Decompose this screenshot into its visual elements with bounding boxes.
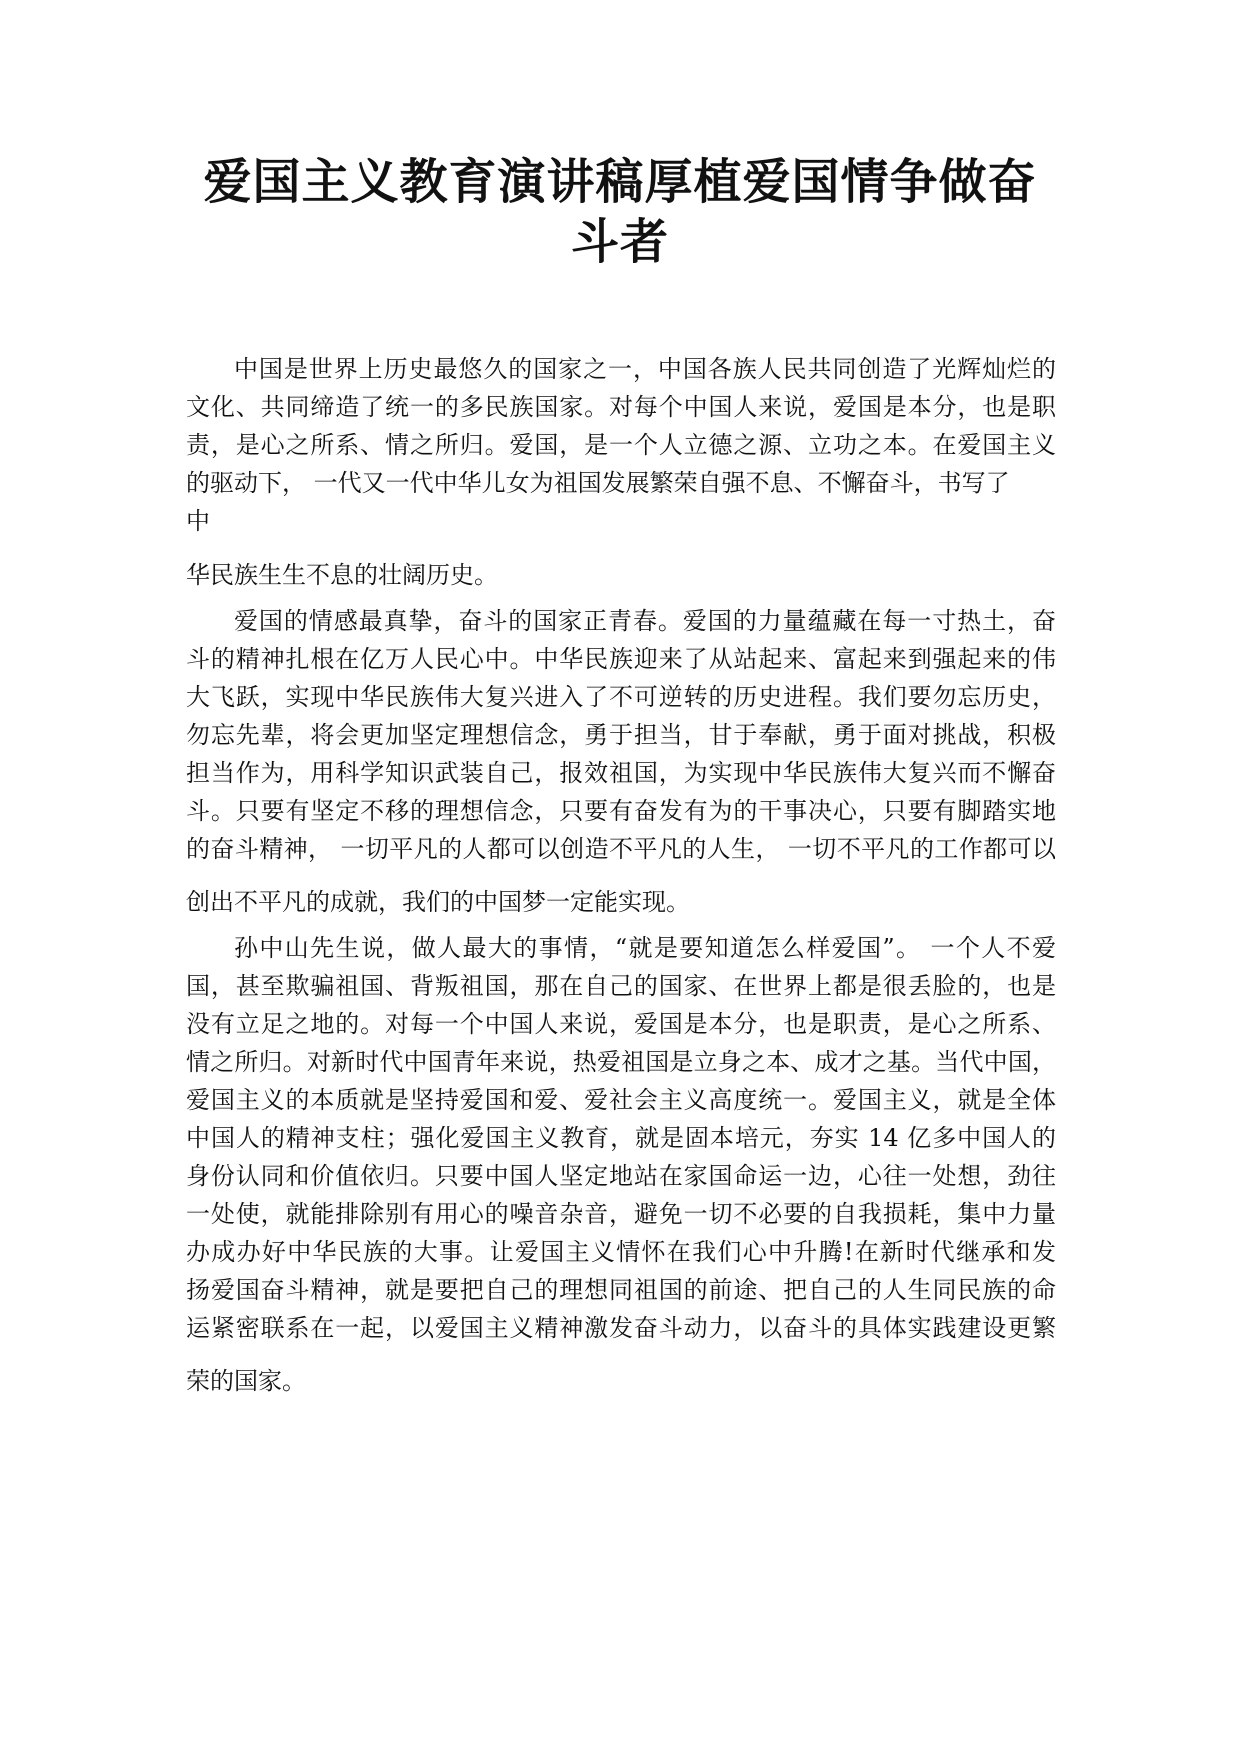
text-line: 创出不平凡的成就，我们的中国梦一定能实现。 [186, 888, 690, 916]
text-line: 运紧密联系在一起，以爱国主义精神激发奋斗动力，以奋斗的具体实践建设更繁 [186, 1314, 1056, 1342]
text-line: 孙中山先生说，做人最大的事情，“就是要知道怎么样爱国”。 一个人不爱 [234, 934, 1056, 962]
text-line: 荣的国家。 [186, 1367, 306, 1395]
text-line: 文化、共同缔造了统一的多民族国家。对每个中国人来说，爱国是本分，也是职 [186, 393, 1056, 421]
text-line: 一处使，就能排除别有用心的噪音杂音，避免一切不必要的自我损耗，集中力量 [186, 1200, 1056, 1228]
text-line: 爱国主义的本质就是坚持爱国和爱、爱社会主义高度统一。爱国主义，就是全体 [186, 1086, 1056, 1114]
paragraph-1-continuation [186, 556, 1056, 594]
text-line: 身份认同和价值依归。只要中国人坚定地站在家国命运一边，心往一处想，劲往 [186, 1162, 1056, 1190]
paragraph-3-continuation [186, 1362, 1056, 1400]
text-line: 的驱动下， 一代又一代中华儿女为祖国发展繁荣自强不息、不懈奋斗，书写了 [186, 469, 1010, 497]
document-title: 爱国主义教育演讲稿厚植爱国情争做奋斗者 [203, 154, 1037, 270]
text-line: 大飞跃，实现中华民族伟大复兴进入了不可逆转的历史进程。我们要勿忘历史， [186, 683, 1056, 711]
text-line: 斗的精神扎根在亿万人民心中。中华民族迎来了从站起来、富起来到强起来的伟 [186, 645, 1056, 673]
paragraph-2 [186, 602, 1056, 868]
text-line: 责，是心之所系、情之所归。爱国，是一个人立德之源、立功之本。在爱国主义 [186, 431, 1056, 459]
text-line: 勿忘先辈，将会更加坚定理想信念，勇于担当，甘于奉献，勇于面对挑战，积极 [186, 721, 1056, 749]
text-line: 中国是世界上历史最悠久的国家之一，中国各族人民共同创造了光辉灿烂的 [234, 355, 1056, 383]
text-line: 没有立足之地的。对每一个中国人来说，爱国是本分，也是职责，是心之所系、 [186, 1010, 1056, 1038]
text-line: 华民族生生不息的壮阔历史。 [186, 561, 498, 589]
paragraph-2-continuation [186, 883, 1056, 921]
text-line: 国，甚至欺骗祖国、背叛祖国，那在自己的国家、在世界上都是很丢脸的，也是 [186, 972, 1056, 1000]
text-line: 办成办好中华民族的大事。让爱国主义情怀在我们心中升腾!在新时代继承和发 [186, 1238, 1056, 1266]
text-line: 担当作为，用科学知识武装自己，报效祖国，为实现中华民族伟大复兴而不懈奋 [186, 759, 1056, 787]
text-line: 的奋斗精神， 一切平凡的人都可以创造不平凡的人生， 一切不平凡的工作都可以 [186, 835, 1056, 863]
text-line: 斗。只要有坚定不移的理想信念，只要有奋发有为的干事决心，只要有脚踏实地 [186, 797, 1056, 825]
text-line: 爱国的情感最真挚，奋斗的国家正青春。爱国的力量蕴藏在每一寸热土，奋 [234, 607, 1056, 635]
text-line: 中 [186, 507, 210, 535]
paragraph-3 [186, 929, 1056, 1347]
paragraph-1 [186, 350, 1056, 540]
text-line: 中国人的精神支柱；强化爱国主义教育，就是固本培元，夯实 14 亿多中国人的 [186, 1124, 1056, 1152]
text-line: 情之所归。对新时代中国青年来说，热爱祖国是立身之本、成才之基。当代中国， [186, 1048, 1056, 1076]
text-line: 扬爱国奋斗精神，就是要把自己的理想同祖国的前途、把自己的人生同民族的命 [186, 1276, 1056, 1304]
